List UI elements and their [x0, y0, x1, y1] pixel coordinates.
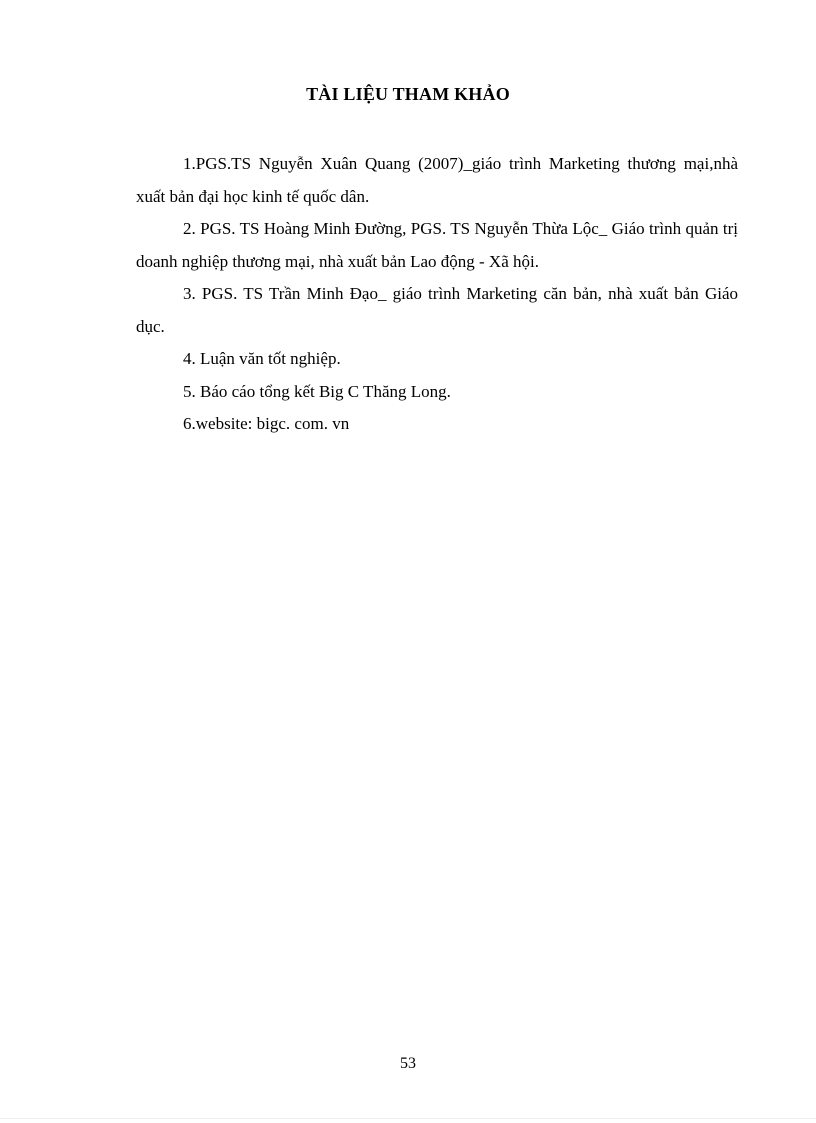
- reference-item: 4. Luận văn tốt nghiệp.: [183, 349, 341, 368]
- page-bottom-divider: [0, 1118, 816, 1119]
- reference-item: 6.website: bigc. com. vn: [183, 414, 350, 433]
- page-title: TÀI LIỆU THAM KHẢO: [306, 84, 510, 104]
- reference-item: 3. PGS. TS Trần Minh Đạo_ giáo trình Marketing căn bản, nhà xuất bản Giáo dục.: [136, 284, 738, 336]
- reference-item: 1.PGS.TS Nguyễn Xuân Quang (2007)_giáo trình Marketing thương mại,nhà xuất bản đại học kinh tế quốc dân.: [136, 154, 738, 206]
- page-number: 53: [400, 1055, 416, 1072]
- reference-list: [136, 148, 738, 441]
- reference-item: 2. PGS. TS Hoàng Minh Đường, PGS. TS Nguyễn Thừa Lộc_ Giáo trình quản trị doanh nghiệp thương mại, nhà xuất bản Lao động - Xã hội.: [136, 219, 738, 271]
- reference-item: 5. Báo cáo tổng kết Big C Thăng Long.: [183, 381, 451, 401]
